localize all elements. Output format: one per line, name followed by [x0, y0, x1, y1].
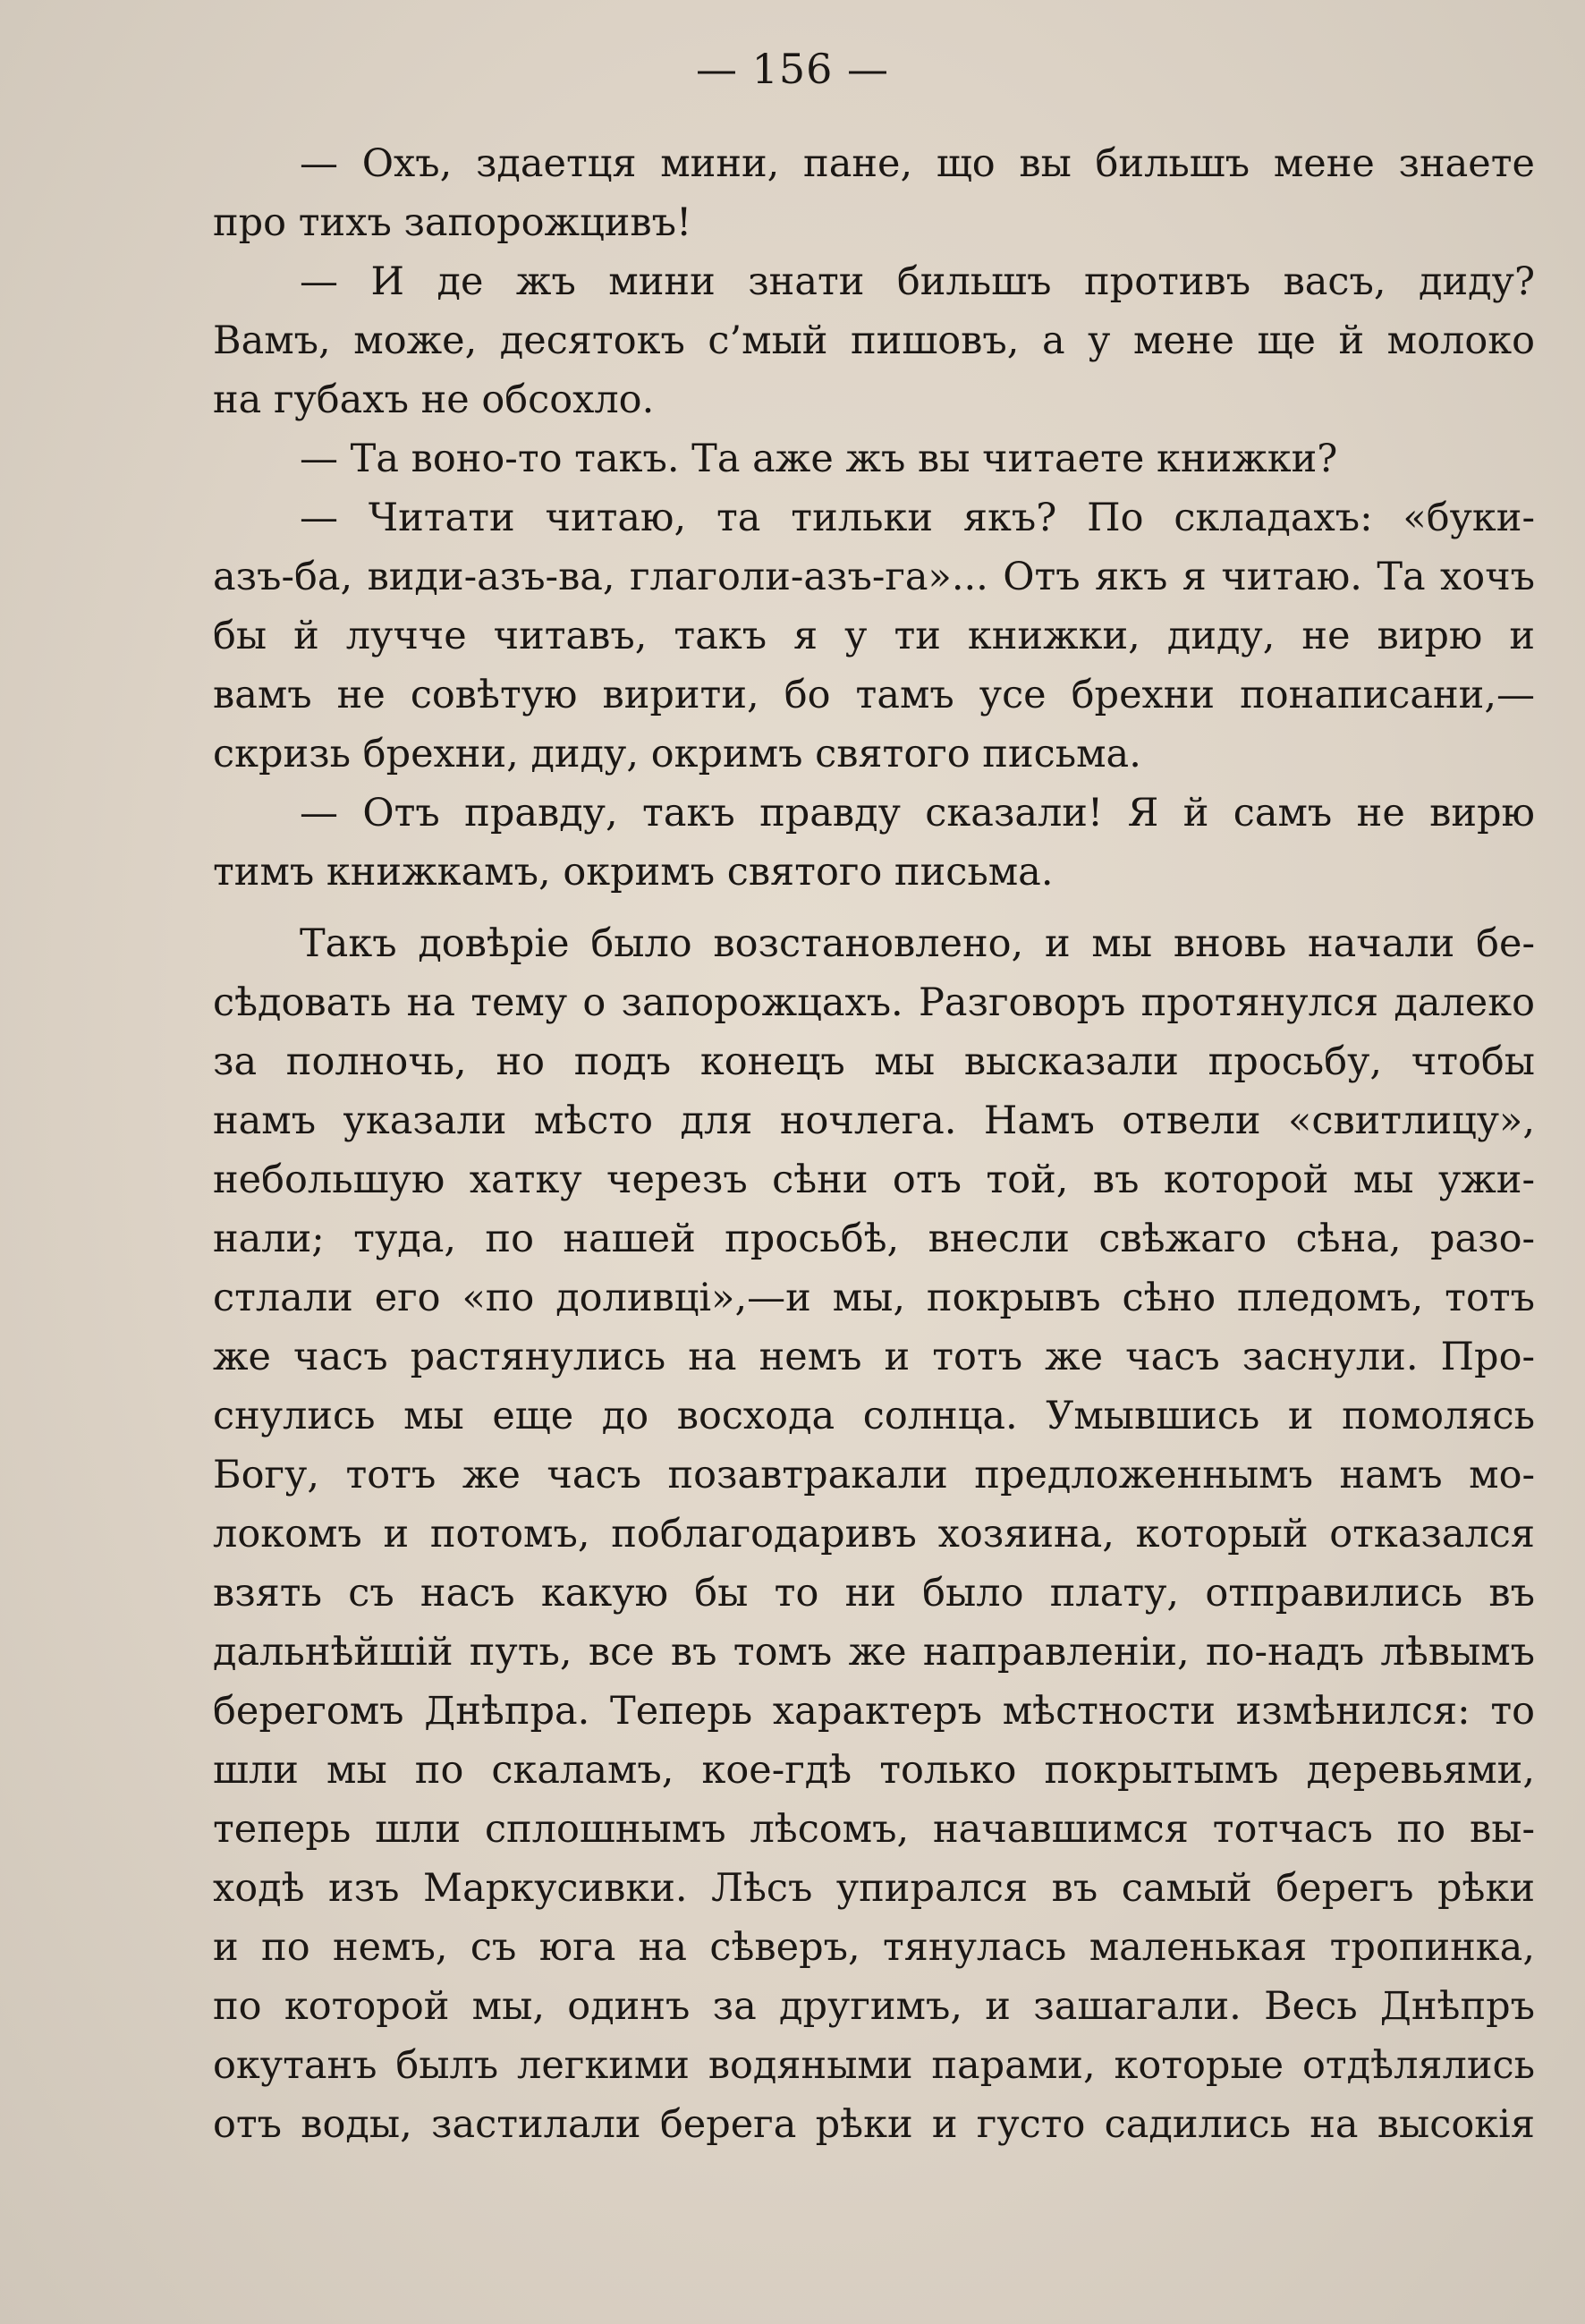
- text-line: тимъ книжкамъ, окримъ святого письма.: [213, 850, 1054, 895]
- text-line: сѣдовать на тему о запорожцахъ. Разговоръ протянулся далеко: [213, 980, 1535, 1025]
- text-line: азъ-ба, види-азъ-ва, глаголи-азъ-га»... Отъ якъ я читаю. Та хочъ: [213, 555, 1535, 599]
- text-line: Богу, тотъ же часъ позавтракали предложеннымъ намъ мо-: [213, 1453, 1535, 1497]
- text-line: берегомъ Днѣпра. Теперь характеръ мѣстности измѣнился: то: [213, 1689, 1535, 1734]
- text-line: стлали его «по доливці»,—и мы, покрывъ сѣно пледомъ, тотъ: [213, 1276, 1535, 1320]
- text-line: снулись мы еще до восхода солнца. Умывшись и помолясь: [213, 1394, 1535, 1438]
- text-line: бы й лучче читавъ, такъ я у ти книжки, диду, не вирю и: [213, 614, 1535, 658]
- page-number: — 156 —: [695, 45, 890, 93]
- text-line: окутанъ былъ легкими водяными парами, которые отдѣлялись: [213, 2043, 1535, 2088]
- paragraph-gap: [213, 902, 1535, 914]
- text-line: шли мы по скаламъ, кое-гдѣ только покрытымъ деревьями,: [213, 1748, 1535, 1793]
- text-line: — Читати читаю, та тильки якъ? По складахъ: «буки-: [300, 496, 1535, 540]
- text-line: по которой мы, одинъ за другимъ, и зашагали. Весь Днѣпръ: [213, 1984, 1535, 2029]
- text-line: отъ воды, застилали берега рѣки и густо садились на высокія: [213, 2102, 1535, 2147]
- text-line: Такъ довѣріе было возстановлено, и мы вновь начали бе-: [300, 921, 1535, 966]
- text-line: же часъ растянулись на немъ и тотъ же часъ заснули. Про-: [213, 1335, 1535, 1379]
- text-line: дальнѣйшій путь, все въ томъ же направленіи, по-надъ лѣвымъ: [213, 1630, 1535, 1675]
- text-line: — Охъ, здаетця мини, пане, що вы бильшъ мене знаете: [300, 141, 1535, 186]
- text-line: теперь шли сплошнымъ лѣсомъ, начавшимся тотчасъ по вы-: [213, 1807, 1535, 1852]
- text-line: локомъ и потомъ, поблагодаривъ хозяина, который отказался: [213, 1512, 1535, 1556]
- text-line: — Та воно-то такъ. Та аже жъ вы читаете книжки?: [300, 437, 1338, 481]
- text-line: ходѣ изъ Маркусивки. Лѣсъ упирался въ самый берегъ рѣки: [213, 1866, 1535, 1911]
- text-line: — Отъ правду, такъ правду сказали! Я й самъ не вирю: [300, 791, 1535, 835]
- text-line: взять съ насъ какую бы то ни было плату, отправились въ: [213, 1571, 1535, 1616]
- text-line: и по немъ, съ юга на сѣверъ, тянулась маленькая тропинка,: [213, 1925, 1535, 1970]
- text-line: вамъ не совѣтую вирити, бо тамъ усе брехни понаписани,—: [213, 673, 1535, 717]
- text-line: — И де жъ мини знати бильшъ противъ васъ, диду?: [300, 259, 1535, 304]
- text-line: нали; туда, по нашей просьбѣ, внесли свѣжаго сѣна, разо-: [213, 1217, 1535, 1261]
- text-line: Вамъ, може, десятокъ с’мый пишовъ, а у мене ще й молоко: [213, 318, 1535, 363]
- text-line: скризь брехни, диду, окримъ святого письма.: [213, 732, 1141, 776]
- text-line: намъ указали мѣсто для ночлега. Намъ отвели «свитлицу»,: [213, 1098, 1535, 1143]
- text-line: за полночь, но подъ конецъ мы высказали просьбу, чтобы: [213, 1039, 1535, 1084]
- text-line: про тихъ запорожцивъ!: [213, 200, 692, 245]
- text-line: на губахъ не обсохло.: [213, 377, 655, 422]
- page-body-text: [213, 134, 1535, 2154]
- text-line: небольшую хатку черезъ сѣни отъ той, въ которой мы ужи-: [213, 1158, 1535, 1202]
